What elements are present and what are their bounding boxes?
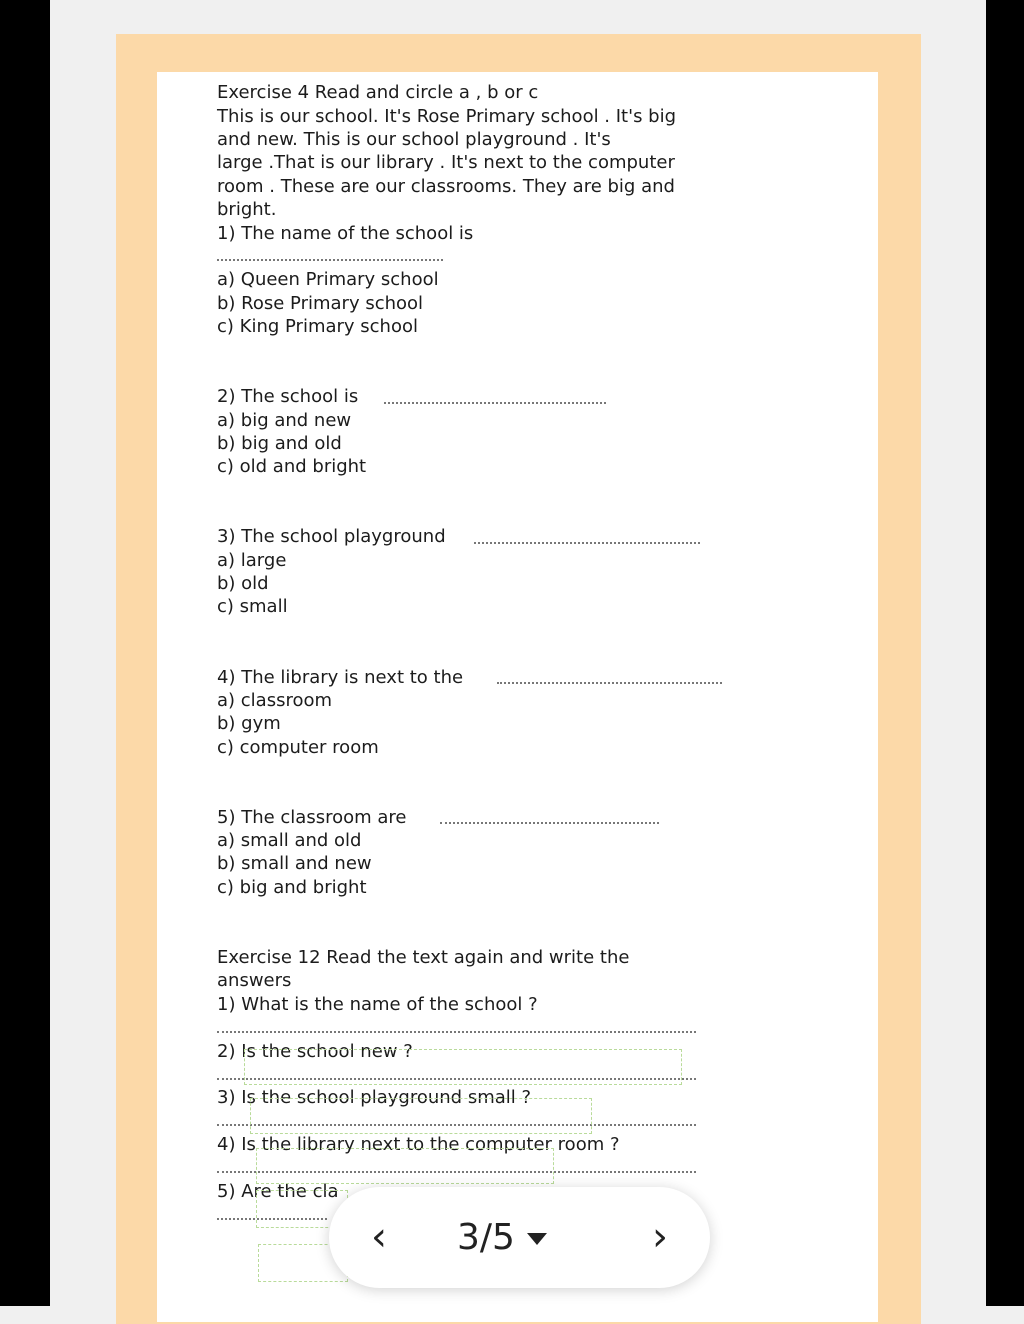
passage-line: bright. xyxy=(217,199,277,220)
answer-blank-5[interactable] xyxy=(440,822,659,824)
question-5: 5) The classroom are xyxy=(217,807,407,828)
exercise12-heading-cont: answers xyxy=(217,970,292,991)
option-3a[interactable]: a) large xyxy=(217,550,287,571)
annotation-box xyxy=(244,1049,682,1085)
option-4c[interactable]: c) computer room xyxy=(217,737,379,758)
option-2b[interactable]: b) big and old xyxy=(217,433,342,454)
passage-line: large .That is our library . It's next to the computer xyxy=(217,152,675,173)
exercise4-heading: Exercise 4 Read and circle a , b or c xyxy=(217,82,539,103)
answer-blank-3[interactable] xyxy=(474,542,700,544)
write-question-1: 1) What is the name of the school ? xyxy=(217,994,538,1015)
right-black-bar xyxy=(986,0,1024,1306)
option-1c[interactable]: c) King Primary school xyxy=(217,316,418,337)
exercise12-heading: Exercise 12 Read the text again and write the xyxy=(217,947,630,968)
option-4a[interactable]: a) classroom xyxy=(217,690,333,711)
chevron-left-icon[interactable]: ‹ xyxy=(371,1214,387,1260)
passage-line: room . These are our classrooms. They are big and xyxy=(217,176,675,197)
option-4b[interactable]: b) gym xyxy=(217,713,281,734)
question-3: 3) The school playground xyxy=(217,526,446,547)
write-question-4: 4) Is the library next to the computer room ? xyxy=(217,1134,620,1155)
answer-blank-4[interactable] xyxy=(497,682,722,684)
answer-blank-1[interactable] xyxy=(217,259,443,261)
chevron-right-icon[interactable]: › xyxy=(652,1214,668,1260)
option-5a[interactable]: a) small and old xyxy=(217,830,362,851)
option-3b[interactable]: b) old xyxy=(217,573,269,594)
passage-line: This is our school. It's Rose Primary school . It's big xyxy=(217,106,677,127)
answer-blank-2[interactable] xyxy=(384,402,606,404)
question-4: 4) The library is next to the xyxy=(217,667,464,688)
option-1a[interactable]: a) Queen Primary school xyxy=(217,269,439,290)
option-5c[interactable]: c) big and bright xyxy=(217,877,367,898)
option-2c[interactable]: c) old and bright xyxy=(217,456,367,477)
question-1: 1) The name of the school is xyxy=(217,223,474,244)
annotation-box xyxy=(250,1098,592,1134)
passage-line: and new. This is our school playground . It's xyxy=(217,129,611,150)
write-question-2: 2) Is the school new ? xyxy=(217,1041,413,1062)
annotation-box xyxy=(256,1148,554,1184)
write-question-3: 3) Is the school playground small ? xyxy=(217,1087,532,1108)
option-2a[interactable]: a) big and new xyxy=(217,410,352,431)
left-black-bar xyxy=(0,0,50,1306)
page-number: 3/5 xyxy=(457,1217,515,1258)
question-2: 2) The school is xyxy=(217,386,359,407)
page-navigator xyxy=(329,1187,710,1288)
option-3c[interactable]: c) small xyxy=(217,596,288,617)
page-indicator-dropdown[interactable] xyxy=(457,1187,547,1288)
option-5b[interactable]: b) small and new xyxy=(217,853,372,874)
option-1b[interactable]: b) Rose Primary school xyxy=(217,293,424,314)
write-answer-line-1[interactable] xyxy=(217,1031,696,1033)
write-question-5: 5) Are the cla xyxy=(217,1181,339,1202)
caret-down-icon xyxy=(527,1233,547,1245)
